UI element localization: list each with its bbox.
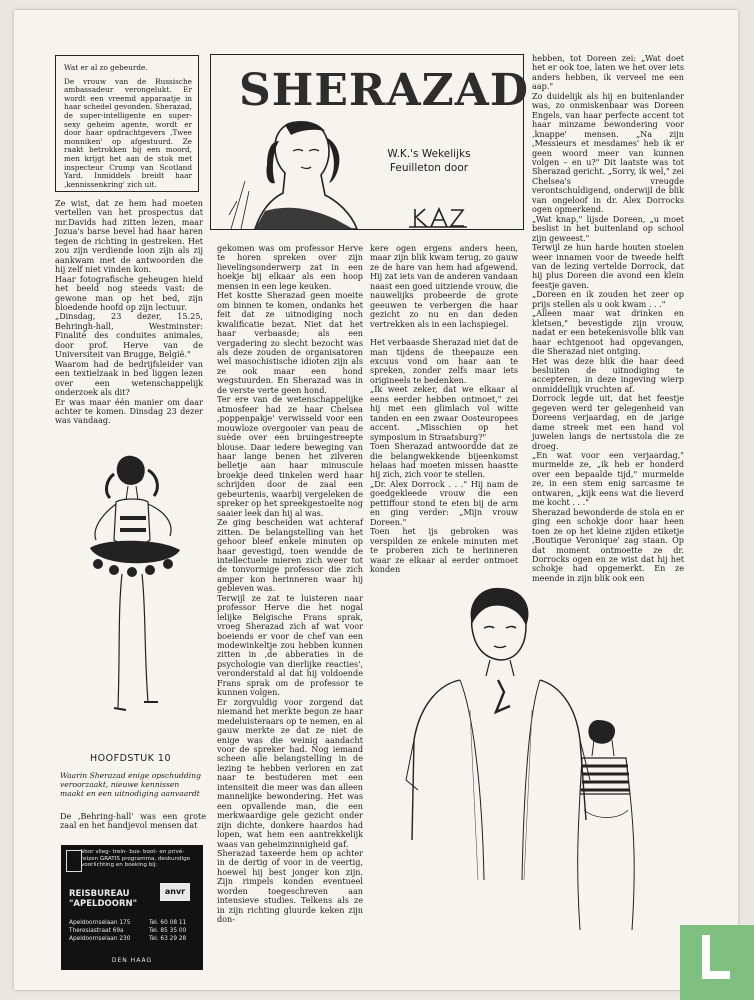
dorrock-couple-illustration — [400, 580, 660, 940]
ad-brand-line1: REISBUREAU — [69, 889, 130, 899]
ad-addresses — [69, 919, 130, 943]
title-box — [210, 54, 530, 230]
paragraph: „Dinsdag, 23 dezer, 15.25, Behringh-hall, Westminster: Finalité des conduites animales, door prof. Herve van de Universiteit van Brugge, België." — [55, 311, 203, 360]
chapter-subtitle: Waarin Sherazad enige opschudding veroorzaakt, nieuwe kennissen maakt en een uitnodiging aanvaardt — [60, 771, 201, 799]
sherazad-portrait-illustration — [225, 111, 375, 231]
kaz-signature — [407, 205, 469, 231]
paragraph: Haar fotografische geheugen hield het beeld nog steeds vast: de gewone man op het bed, zijn bloedende hoofd op zijn lectuur. — [55, 273, 203, 312]
feuilleton-title: SHERAZAD — [239, 65, 530, 116]
anvr-badge: anvr — [160, 883, 190, 901]
column-4 — [532, 54, 684, 583]
paragraph: Er was maar één manier om daar achter te komen. Dinsdag 23 dezer was vandaag. — [55, 396, 203, 426]
paragraph: Terwijl ze zat te luisteren naar professor Herve die het nogal lelijke Belgische Frans sprak, vroeg Sherazad zich af wat voor boeiends er voor de chef van een modewinkeltje zou hebben kunnen zitten in ‚de abberaties in de psychologie van dierlijke reacties', veronderstald al dat hij voldoende Frans sprak om de professor te kunnen volgen. — [217, 592, 363, 698]
paragraph: Sherazad taxeerde hem op achter in de dertig of voor in de veertig, hoewel hij best jonger kon zijn. Zijn rimpels konden eventueel worden toegeschreven aan intensieve studies. Telkens als ze in zijn richting gluurde keken zijn don- — [217, 848, 363, 925]
agency-logo-icon — [66, 850, 82, 872]
logo-mark-icon — [702, 971, 730, 979]
chapter-heading: HOOFDSTUK 10 — [90, 753, 172, 764]
paragraph: „Doreen en ik zouden het zeer op prijs stellen als u ook kwam . . ." — [532, 289, 684, 309]
ad-brand-line2: "APELDOORN" — [69, 899, 138, 909]
story-summary-box — [55, 55, 199, 192]
ad-phones — [149, 919, 186, 943]
ad-phone: Tel. 60 08 11 — [149, 920, 187, 926]
paragraph: Waarom had de bedrijfsleider van een textielzaak in bed liggen lezen over een wetenschappelijk onderzoek als dit? — [55, 358, 203, 398]
paragraph: Toen het ijs gebroken was verspilden ze enkele minuten met te proberen zich te herinneren waar ze elkaar al eerder ontmoet konden — [370, 526, 518, 574]
paragraph: „Wat knap," lijsde Doreen, „u moet beslist in het buitenland op school zijn geweest." — [532, 213, 684, 243]
column-1-end — [60, 812, 206, 831]
paragraph: Ter ere van de wetenschappelijke atmosfeer had ze haar Chelsea ‚poppenpakje' verwisseld voor een mouwloze overgooier van peau de suède over een bruingestreepte blouse. Daar iedere beweging van haar lange benen het zilveren belletje aan haar minuscule broekje deed tinkelen werd haar schrijden door de zaal een gebeurtenis, waarbij vergeleken de spreker op het spreekgestoelte nog saaier leek dan hij al was. — [217, 394, 363, 518]
paragraph: gekomen was om professor Herve te horen spreken over zijn lievelingsonderwerp zat in een hoekje bij elkaar als een hoop mensen in een lege keuken. — [217, 243, 363, 291]
ad-tagline: Voor vlieg- trein- bus- boot- en privé-reizen GRATIS programma, deskundige voorlichting en boeking bij: — [81, 849, 191, 869]
dancer-illustration — [70, 440, 210, 730]
paragraph: „Ik weet zeker, dat we elkaar al eens eerder hebben ontmoet," zei hij met een glimlach vol witte tanden en een zwaar Oosteuropees accent. „Misschien op het symposium in Straatsburg?" — [370, 384, 518, 442]
ad-address: Apeldoornselaan 175 — [69, 920, 131, 926]
paragraph: Ze ging bescheiden wat achteraf zitten. De belangstelling van het gehoor bleef enkele minuten op haar gevestigd, toen wendde de intellectuele mieren zich weer tot de tonvormige professor die zich amper kon herinneren waar hij gebleven was. — [217, 517, 363, 594]
paragraph: Het verbaasde Sherazad niet dat de man tijdens de theepauze een excuus vond om haar aan te spreken, zonder zelfs maar iets origineels te bedenken. — [370, 337, 518, 385]
byline: W.K.'s Wekelijks Feuilleton door — [387, 148, 471, 174]
paragraph: Ze wist, dat ze hem had moeten vertellen van het prospectus dat mr.Davids had zitten lezen, maar Jozua's barse bevel had haar haren tegen de richting in gestreken. Het zou zijn verdiende loon zijn als zij aankwam met de antwoorden die hij zelf niet vinden kon. — [55, 198, 203, 275]
ad-city: DEN HAAG — [111, 957, 153, 964]
ad-phone: Tel. 85 35 00 — [149, 928, 187, 934]
paragraph: „En wat voor een verjaardag," murmelde ze, „ik heb er honderd over een bepaalde tijd," murmelde ze, in een stem enig sarcasme te ontwaren, „kijk eens wat die lieverd me kocht . . ." — [532, 450, 684, 508]
ad-brand — [69, 889, 137, 909]
ad-address: Apeldoornselaan 230 — [69, 936, 131, 942]
summary-text: De vrouw van de Russische ambassadeur verongelukt. Er wordt een vreemd apparaatje in haar schedel gevonden. Sherazad, de super-intelligente en super-sexy geheim agente, wordt er door haar opdrachtgevers ‚Twee monniken' op afgestuurd. Ze raakt betrokken bij een moord, men krijgt het aan de stok met inspecteur Crump van Scotland Yard. Inmiddels breidt haar ‚kennissenkring' zich uit. — [64, 76, 192, 189]
paragraph: Sherazad bewonderde de stola en er ging een schokje door haar heen toen ze op het kleine zijden etiketje ‚Boutique Veronique' zag staan. Op dat moment ontmoette ze dr. Dorrocks ogen en ze wist dat hij het schokje had opgemerkt. En ze meende in zijn blik ook een — [532, 506, 684, 583]
summary-heading: Wat er al zo gebeurde. — [64, 63, 148, 72]
paragraph: Het kostte Sherazad geen moeite om binnen te komen, ondanks het feit dat ze uitnodiging noch kwalificatie bezat. Niet dat het haar verbaasde; als een vergadering zo slecht bezocht was als deze zouden de organisatoren wel masochistische idioten zijn als ze ook maar een hond wegstuurden. En Sherazad was in de verste verte geen hond. — [217, 290, 363, 395]
ad-address: Theresiastraat 69a — [69, 928, 124, 934]
paragraph: Toen Sherazad antwoordde dat ze die belangwekkende bijeenkomst helaas had moeten missen haastte hij zich, zich voor te stellen. — [370, 441, 518, 480]
paragraph: Het was deze blik die haar deed besluiten de uitnodiging te accepteren, in deze ingeving wierp onmiddellijk vruchten af. — [532, 355, 684, 394]
travel-agency-ad — [61, 845, 203, 970]
paragraph: hebben, tot Doreen zei: „Wat doet het er ook toe, laten we het over iets anders hebben, ik verveel me een aap." — [532, 53, 684, 92]
paragraph: De ‚Behring-hall' was een grote zaal en het handjevol mensen dat — [60, 811, 206, 831]
paragraph: Terwijl ze hun harde houten stoelen weer innamen voor de tweede helft van de lezing vertelde Dorrock, dat hij plus Doreen die avond een klein feestje gaven. — [532, 242, 684, 290]
ad-phone: Tel. 63 29 28 — [149, 936, 187, 942]
catalog-tab-logo — [680, 925, 754, 1000]
paragraph: Er zorgvuldig voor zorgend dat niemand het merkte begon ze haar medeluisteraars op te nemen, en al gauw merkte ze dat ze niet de enige was die weinig aandacht voor de spreker had. Nog iemand scheen alle belangstelling in de lezing te hebben verloren en zat naar te bestuderen met een intensiteit die meer was dan alleen mannelijke bewondering. Het was een opvallende man, die een merkwaardige gele gezicht onder zijn dichte, donkere haardos had lopen, wat hem een aantrekkelijk waas van geheimzinnigheid gaf. — [217, 696, 363, 849]
paragraph: kere ogen ergens anders heen, maar zijn blik kwam terug, zo gauw ze de hare van hem had afgewend. Hij zat iets van de anderen vandaan naast een goed uitziende vrouw, die nauwelijks probeerde de grote geeuwen te verbergen die haar gezicht zo nu en dan deden vertrekken als in een lachspiegel. — [370, 243, 518, 329]
column-2 — [217, 244, 363, 925]
paragraph: Zo duidelijk als hij en buitenlander was, zo onmiskenbaar was Doreen Engels, van haar perfecte accent tot haar minzame bewondering voor ‚knappe' mensen. „Na zijn ‚Messieurs et mesdames' heb ik er geen woord meer van kunnen volgen – en u?" Dit laatste was tot Sherazad gericht. „Sorry, ik wel," zei Chelsea's vreugde verontschuldigend, onderwijl de blik van ongeloof in dr. Alex Dorrocks ogen opmerkend. — [532, 90, 684, 215]
paragraph: Dorrock legde uit, dat het feestje gegeven werd ter gelegenheid van Doreens verjaardag, en de jarige dame streek met een hand vol juwelen langs de nertsstola die ze droeg. — [532, 393, 684, 451]
column-3 — [370, 244, 518, 574]
column-1 — [55, 199, 203, 426]
paragraph: „Alleen maar wat drinken en kletsen," bevestigde zijn vrouw, nadat er een betekenisvolle blik van haar echtgenoot had opgevangen, die Sherazad niet ontging. — [532, 308, 684, 357]
paragraph: „Dr. Alex Dorrock . . ." Hij nam de goedgekleede vrouw die een pettiffour stond te eten bij de arm en ging verder: „Mijn vrouw Doreen." — [370, 478, 518, 527]
